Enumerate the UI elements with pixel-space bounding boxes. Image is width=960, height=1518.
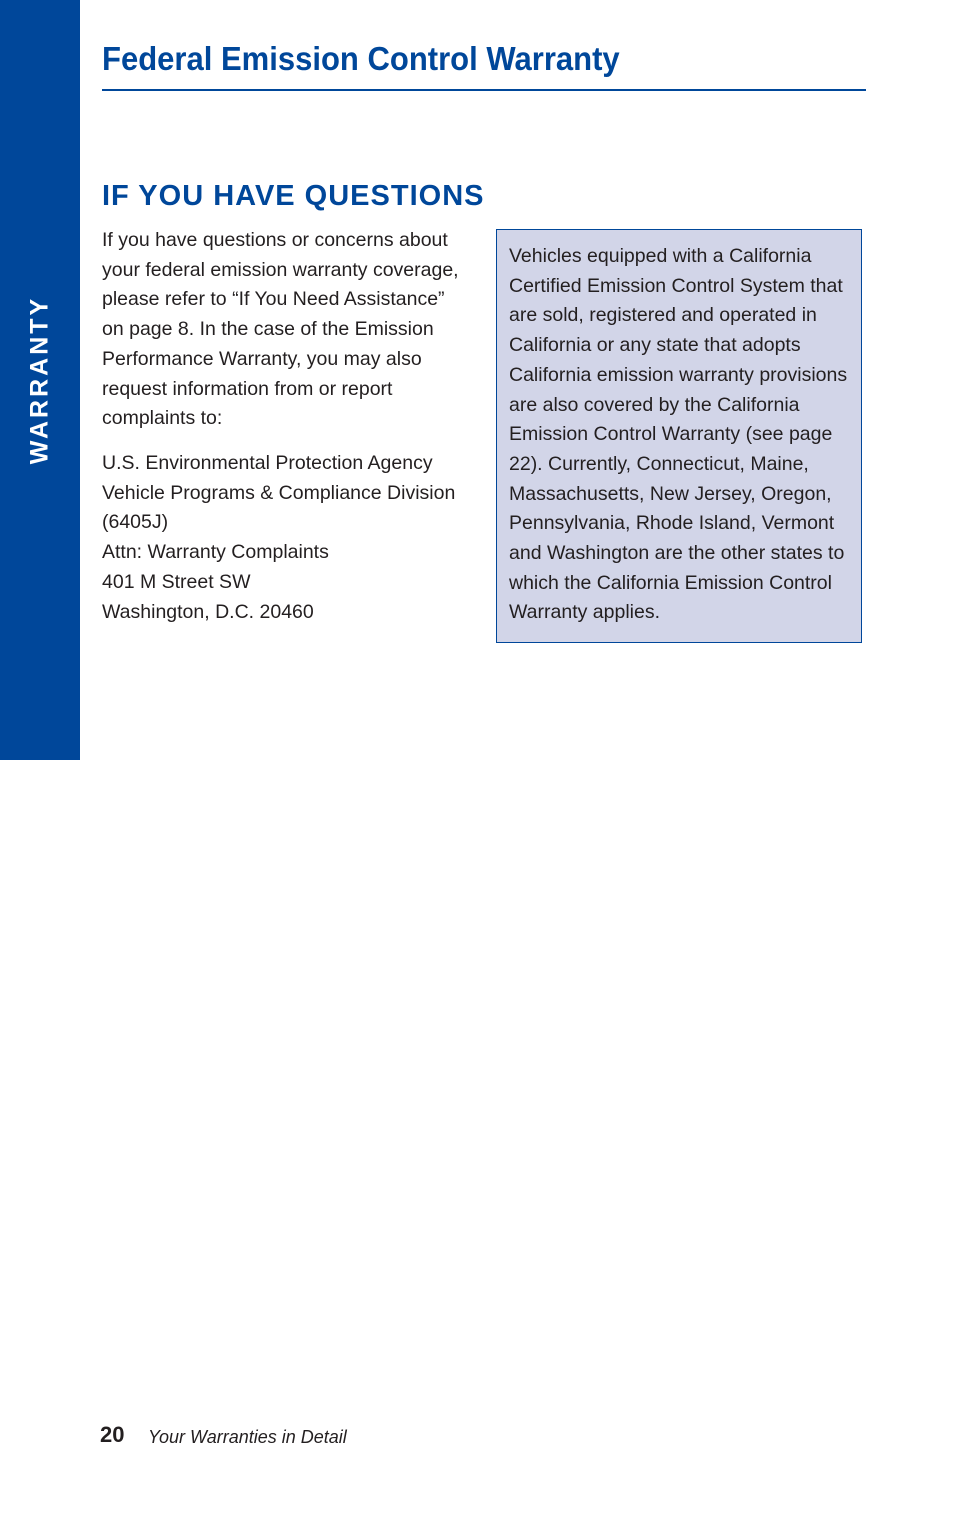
address-line: 401 M Street SW xyxy=(102,570,251,593)
body-paragraph: If you have questions or concerns about your federal emission warranty coverage, please refer to “If You Need Assistance” on page 8. In the case of the Emission Performance Warranty, you may also request information from or report complaints to: xyxy=(102,229,459,430)
address-line: Washington, D.C. 20460 xyxy=(102,600,314,623)
address-line: Vehicle Programs & Compliance Division xyxy=(102,481,456,504)
section-heading: IF YOU HAVE QUESTIONS xyxy=(102,180,485,212)
page-title: Federal Emission Control Warranty xyxy=(102,40,620,77)
address-line: U.S. Environmental Protection Agency xyxy=(102,452,433,474)
title-divider xyxy=(102,89,866,91)
callout-text: Vehicles equipped with a California Certified Emission Control System that are sold, registered and operated in California or any state that adopts California emission warranty provisions are also covered by the California Emission Control Warranty (see page 22). Currently, Connecticut, Maine, Massachusetts, New Jersey, Oregon, Pennsylvania, Rhode Island, Vermont and Washington are the other states to which the California Emission Control Warranty applies. xyxy=(509,245,848,624)
side-tab xyxy=(0,0,80,760)
california-callout-box xyxy=(496,229,862,643)
address-line: Attn: Warranty Complaints xyxy=(102,541,329,564)
page-number: 20 xyxy=(100,1422,125,1447)
address-block xyxy=(102,449,462,627)
address-line: (6405J) xyxy=(102,511,169,534)
footer-label: Your Warranties in Detail xyxy=(148,1427,347,1447)
side-tab-label: WARRANTY xyxy=(25,295,54,465)
